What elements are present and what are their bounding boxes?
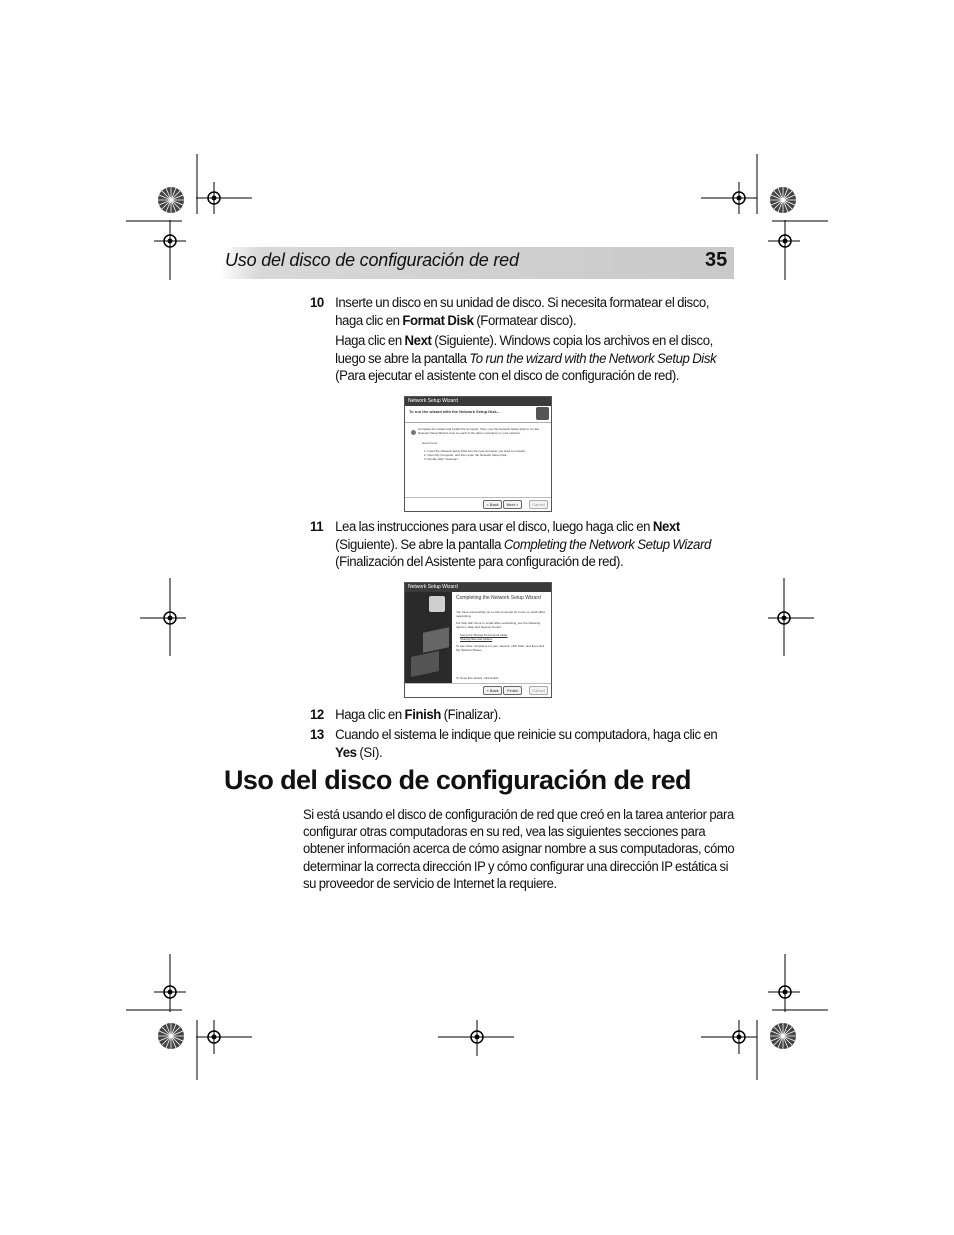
- step-11: [310, 519, 711, 573]
- finish-button[interactable]: Finish: [503, 686, 522, 695]
- cancel-button[interactable]: Cancel: [529, 500, 548, 509]
- registration-target-icon: [766, 578, 814, 656]
- help-link[interactable]: Using the Shared Documents folder: [460, 633, 508, 637]
- registration-target-icon: [768, 220, 828, 282]
- registration-target-icon: [196, 154, 252, 244]
- wizard-heading: Completing the Network Setup Wizard: [456, 595, 541, 601]
- registration-target-icon: [196, 1020, 252, 1082]
- step-number: 10: [310, 295, 324, 311]
- step-10: [310, 295, 717, 385]
- registration-target-icon: [701, 1020, 759, 1082]
- step-number: 12: [310, 707, 324, 723]
- step-paragraph: Haga clic en Finish (Finalizar).: [335, 707, 501, 723]
- help-link[interactable]: Sharing files and folders: [460, 637, 493, 641]
- running-header-title: Uso del disco de configuración de red: [225, 250, 519, 270]
- wizard-side-panel: [405, 592, 452, 683]
- step-paragraph: Inserte un disco en su unidad de disco. Si necesita formatear el disco, haga clic en Format Disk (Formatear disco).: [335, 295, 710, 329]
- registration-sunburst-icon: [769, 1022, 797, 1050]
- registration-sunburst-icon: [769, 186, 797, 214]
- info-icon: [411, 430, 416, 435]
- wizard-logo-icon: [536, 407, 549, 420]
- step-paragraph: Cuando el sistema le indique que reinicie su computadora, haga clic en Yes (Sí).: [335, 727, 718, 761]
- registration-target-icon: [126, 220, 186, 282]
- registration-target-icon: [438, 1020, 514, 1060]
- computer-graphic-icon: [411, 651, 439, 677]
- window-titlebar: Network Setup Wizard: [405, 397, 551, 406]
- wizard-screenshot-completing: Network Setup Wizard Completing the Network Setup Wizard You have successfully set up this computer for home or small office networking. For help with home or small office networking, see the following topics in Help and Support Center: Using the Shared Documents folder Sharing files and folders To see other computers on your network, click Start, and then click My Network Places. To close this wizard, click Finish. < Back Finish Cancel: [404, 582, 552, 698]
- step-paragraph: Lea las instrucciones para usar el disco, luego haga clic en Next (Siguiente). Se abre la pantalla Completing the Network Setup Wizard (Finalización del Asistente para configuración de red).: [335, 519, 711, 570]
- registration-target-icon: [701, 154, 759, 244]
- step-number: 13: [310, 727, 324, 743]
- registration-sunburst-icon: [157, 186, 185, 214]
- step-13: [310, 727, 718, 763]
- wizard-logo-icon: [429, 596, 445, 612]
- step-12: [310, 707, 701, 725]
- page-number: 35: [705, 249, 728, 271]
- registration-target-icon: [768, 954, 828, 1012]
- step-number: 11: [310, 519, 324, 535]
- back-button[interactable]: < Back: [483, 500, 502, 509]
- back-button[interactable]: < Back: [483, 686, 502, 695]
- section-paragraph: Si está usando el disco de configuración de red que creó en la tarea anterior para configurar otras computadoras en su red, vea las siguientes secciones para obtener información acerca de cómo asignar nombre a sus computadoras, cómo determinar la correcta dirección IP y cómo configurar una dirección IP estática si su proveedor de servicio de Internet la requiere.: [303, 807, 735, 892]
- section-heading: Uso del disco de configuración de red: [224, 765, 691, 795]
- window-titlebar: Network Setup Wizard: [405, 583, 551, 592]
- computer-graphic-icon: [423, 627, 449, 653]
- registration-target-icon: [126, 954, 186, 1012]
- wizard-heading: To run the wizard with the Network Setup Disk...: [409, 409, 501, 414]
- step-paragraph: Haga clic en Next (Siguiente). Windows copia los archivos en el disco, luego se abre la pantalla To run the wizard with the Network Setup Disk (Para ejecutar el asistente con el disco de configuración de red).: [335, 333, 717, 384]
- registration-sunburst-icon: [157, 1022, 185, 1050]
- registration-target-icon: [140, 578, 188, 656]
- cancel-button[interactable]: Cancel: [529, 686, 548, 695]
- wizard-screenshot-disk: Network Setup Wizard To run the wizard with the Network Setup Disk... Complete the wizard and install this computer. Then, use the Network Setup Disk to run the Network Setup Wizard once on each of the other computers on your network. Here's how: 1. Insert the Network Setup Disk into the next computer you want to network. 2. Open My Computer, and then open the Network Setup Disk. 3. Double-click "netsetup." < Back Next > Cancel: [404, 396, 552, 512]
- next-button[interactable]: Next >: [503, 500, 522, 509]
